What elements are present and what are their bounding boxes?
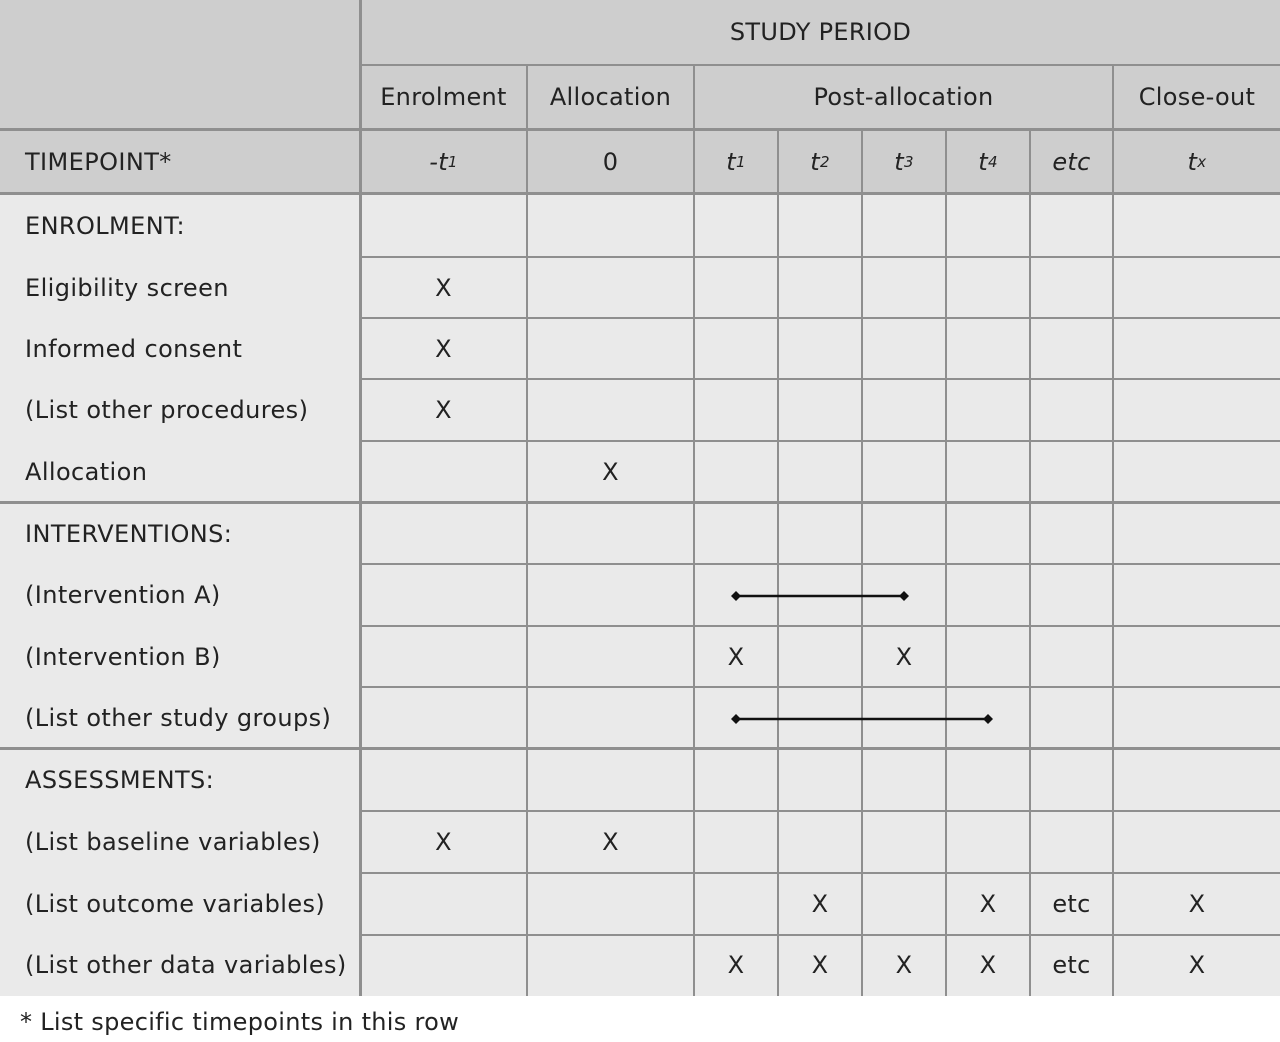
row-label: Eligibility screen xyxy=(25,273,229,302)
period-close-out: Close-out xyxy=(1138,83,1256,111)
schedule-cell: X xyxy=(1188,890,1206,918)
timepoint-cell: t x xyxy=(1187,147,1207,176)
row-label: (List other data variables) xyxy=(25,951,347,979)
span-endpoint-marker xyxy=(983,714,993,724)
row-label: INTERVENTIONS: xyxy=(25,519,233,548)
schedule-cell: X xyxy=(811,890,829,918)
timepoint-cell: 0 xyxy=(602,147,619,176)
schedule-cell: X xyxy=(895,642,913,671)
timepoint-cell: t 4 xyxy=(978,147,998,176)
schedule-cell: X xyxy=(895,951,913,979)
row-label: (List other procedures) xyxy=(25,396,309,424)
timepoint-cell: -t 1 xyxy=(429,147,458,176)
timepoint-cell: t 1 xyxy=(726,147,746,176)
study-period-heading: STUDY PERIOD xyxy=(729,18,912,46)
schedule-cell: X xyxy=(979,890,997,918)
timepoint-cell: t 2 xyxy=(810,147,830,176)
timepoint-label: TIMEPOINT* xyxy=(25,147,172,176)
period-allocation: Allocation xyxy=(549,83,672,111)
row-label: ENROLMENT: xyxy=(25,211,185,240)
row-label: Allocation xyxy=(25,458,148,486)
row-label: (Intervention B) xyxy=(25,642,221,671)
schedule-cell: X xyxy=(602,828,619,856)
schedule-cell: X xyxy=(435,334,452,363)
span-endpoint-marker xyxy=(731,714,741,724)
row-label: Informed consent xyxy=(25,334,243,363)
row-label: (List other study groups) xyxy=(25,704,332,732)
timepoint-cell: t 3 xyxy=(894,147,914,176)
schedule-cell: X xyxy=(435,273,452,302)
period-post-allocation: Post-allocation xyxy=(813,83,994,111)
schedule-cell: X xyxy=(435,828,452,856)
timepoint-cell: etc xyxy=(1052,147,1091,176)
schedule-cell: X xyxy=(979,951,997,979)
schedule-cell: X xyxy=(727,951,745,979)
period-enrolment: Enrolment xyxy=(380,83,507,111)
row-label: (List baseline variables) xyxy=(25,828,321,856)
row-label: (List outcome variables) xyxy=(25,890,326,918)
schedule-cell: etc xyxy=(1052,951,1091,979)
schedule-cell: X xyxy=(435,396,452,424)
schedule-cell: X xyxy=(811,951,829,979)
span-endpoint-marker xyxy=(731,591,741,601)
row-label: ASSESSMENTS: xyxy=(25,766,215,794)
schedule-cell: etc xyxy=(1052,890,1091,918)
schedule-cell: X xyxy=(602,458,619,486)
span-endpoint-marker xyxy=(899,591,909,601)
schedule-cell: X xyxy=(1188,951,1206,979)
row-label: (Intervention A) xyxy=(25,581,221,609)
footnote: * List specific timepoints in this row xyxy=(20,1008,460,1036)
schedule-cell: X xyxy=(727,642,745,671)
